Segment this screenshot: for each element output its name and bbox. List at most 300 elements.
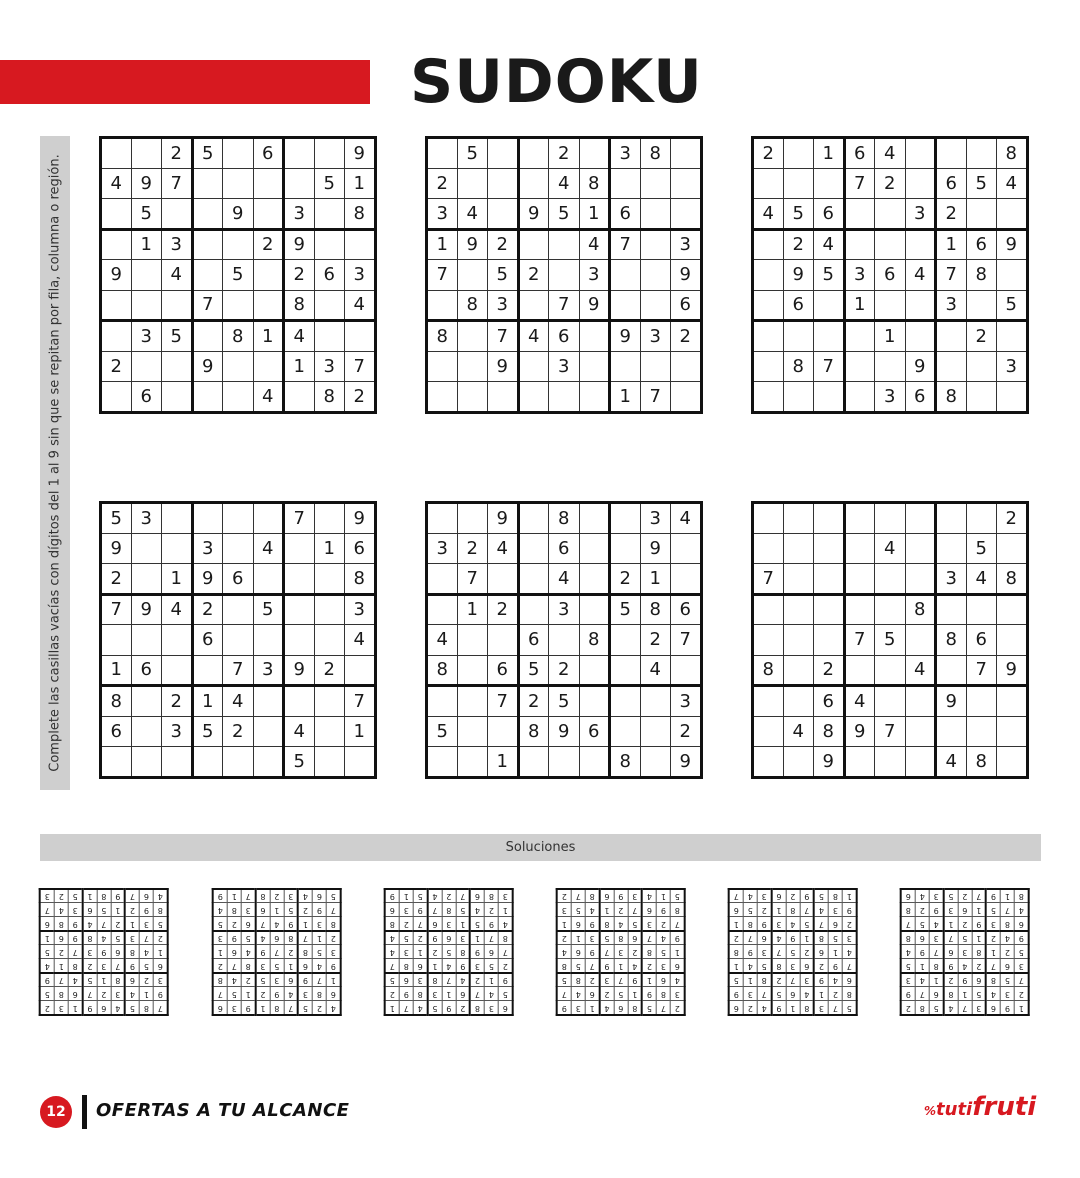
grid-cell[interactable] — [671, 655, 702, 686]
grid-cell[interactable] — [101, 229, 132, 260]
grid-cell[interactable] — [610, 168, 641, 199]
grid-cell[interactable] — [223, 594, 254, 625]
grid-cell[interactable] — [783, 533, 814, 564]
grid-cell[interactable] — [783, 594, 814, 625]
grid-row — [557, 889, 685, 903]
grid-cell[interactable] — [314, 321, 345, 352]
grid-cell[interactable] — [905, 533, 936, 564]
grid-cell: 3 — [1015, 959, 1029, 973]
grid-cell[interactable] — [314, 747, 345, 778]
grid-cell[interactable] — [753, 229, 784, 260]
grid-cell[interactable] — [844, 229, 875, 260]
grid-cell[interactable] — [844, 594, 875, 625]
grid-cell[interactable] — [131, 351, 162, 382]
grid-row — [40, 931, 168, 945]
grid-cell[interactable] — [518, 747, 549, 778]
grid-cell[interactable] — [427, 503, 458, 534]
grid-cell[interactable] — [640, 260, 671, 291]
grid-cell: 1 — [614, 959, 628, 973]
grid-cell[interactable] — [457, 260, 488, 291]
grid-cell[interactable] — [457, 351, 488, 382]
grid-cell: 3 — [40, 889, 54, 903]
grid-cell[interactable] — [936, 351, 967, 382]
grid-cell[interactable] — [427, 138, 458, 169]
grid-cell[interactable] — [518, 168, 549, 199]
grid-cell[interactable] — [253, 564, 284, 595]
grid-cell[interactable] — [101, 290, 132, 321]
grid-cell[interactable] — [997, 199, 1028, 230]
grid-cell[interactable] — [314, 716, 345, 747]
grid-cell[interactable] — [345, 229, 376, 260]
grid-cell[interactable] — [488, 382, 519, 413]
grid-cell[interactable] — [997, 260, 1028, 291]
grid-cell[interactable] — [905, 564, 936, 595]
grid-cell[interactable] — [457, 716, 488, 747]
grid-cell[interactable] — [162, 290, 193, 321]
grid-cell[interactable] — [671, 138, 702, 169]
grid-row — [557, 987, 685, 1001]
grid-cell[interactable] — [966, 594, 997, 625]
grid-cell[interactable] — [253, 199, 284, 230]
grid-cell[interactable] — [549, 625, 580, 656]
grid-cell[interactable] — [427, 594, 458, 625]
grid-cell[interactable] — [192, 503, 223, 534]
grid-cell[interactable] — [284, 625, 315, 656]
grid-cell[interactable] — [579, 321, 610, 352]
grid-cell[interactable] — [936, 503, 967, 534]
grid-cell[interactable] — [814, 594, 845, 625]
grid-cell[interactable] — [427, 564, 458, 595]
grid-cell[interactable] — [457, 321, 488, 352]
grid-cell[interactable] — [162, 747, 193, 778]
grid-cell[interactable] — [997, 686, 1028, 717]
grid-cell[interactable] — [905, 747, 936, 778]
grid-cell[interactable] — [488, 168, 519, 199]
grid-cell[interactable] — [253, 351, 284, 382]
grid-cell: 8 — [557, 959, 571, 973]
grid-cell[interactable] — [253, 716, 284, 747]
grid-cell[interactable] — [579, 138, 610, 169]
grid-cell[interactable] — [518, 503, 549, 534]
grid-cell[interactable] — [671, 382, 702, 413]
grid-cell[interactable] — [101, 199, 132, 230]
grid-cell: 9 — [131, 168, 162, 199]
grid-cell[interactable] — [814, 382, 845, 413]
grid-cell: 3 — [800, 973, 814, 987]
grid-cell[interactable] — [131, 686, 162, 717]
grid-cell: 7 — [800, 903, 814, 917]
grid-cell[interactable] — [101, 138, 132, 169]
grid-cell[interactable] — [345, 655, 376, 686]
grid-cell[interactable] — [640, 199, 671, 230]
grid-cell[interactable] — [783, 686, 814, 717]
grid-cell[interactable] — [162, 625, 193, 656]
grid-cell[interactable] — [640, 290, 671, 321]
grid-cell[interactable] — [753, 716, 784, 747]
grid-cell: 9 — [131, 594, 162, 625]
grid-cell[interactable] — [610, 351, 641, 382]
grid-cell[interactable] — [640, 747, 671, 778]
grid-cell[interactable] — [875, 229, 906, 260]
grid-row — [213, 1001, 341, 1015]
grid-cell[interactable] — [223, 382, 254, 413]
grid-cell[interactable] — [753, 260, 784, 291]
grid-cell: 2 — [585, 973, 599, 987]
grid-cell[interactable] — [905, 503, 936, 534]
grid-cell[interactable] — [253, 503, 284, 534]
grid-cell[interactable] — [671, 564, 702, 595]
grid-cell: 9 — [192, 351, 223, 382]
grid-cell[interactable] — [814, 321, 845, 352]
grid-cell[interactable] — [783, 564, 814, 595]
grid-cell[interactable] — [783, 138, 814, 169]
grid-cell[interactable] — [753, 625, 784, 656]
grid-cell[interactable] — [966, 716, 997, 747]
grid-cell: 1 — [270, 903, 284, 917]
grid-cell[interactable] — [783, 625, 814, 656]
grid-cell[interactable] — [162, 199, 193, 230]
grid-cell[interactable] — [457, 503, 488, 534]
grid-cell[interactable] — [518, 533, 549, 564]
grid-cell[interactable] — [488, 199, 519, 230]
grid-cell[interactable] — [101, 382, 132, 413]
grid-cell[interactable] — [936, 533, 967, 564]
grid-cell[interactable] — [162, 503, 193, 534]
grid-cell[interactable] — [875, 686, 906, 717]
grid-cell[interactable] — [427, 686, 458, 717]
grid-row — [729, 931, 857, 945]
grid-cell[interactable] — [579, 686, 610, 717]
grid-cell[interactable] — [610, 290, 641, 321]
grid-cell[interactable] — [579, 533, 610, 564]
grid-cell[interactable] — [427, 290, 458, 321]
grid-cell[interactable] — [579, 351, 610, 382]
grid-cell[interactable] — [284, 138, 315, 169]
grid-cell[interactable] — [284, 686, 315, 717]
grid-row — [729, 945, 857, 959]
grid-cell[interactable] — [284, 564, 315, 595]
grid-cell[interactable] — [610, 625, 641, 656]
grid-cell[interactable] — [314, 229, 345, 260]
grid-cell: 5 — [284, 747, 315, 778]
grid-cell: 2 — [640, 625, 671, 656]
grid-cell[interactable] — [101, 747, 132, 778]
grid-cell[interactable] — [253, 290, 284, 321]
grid-cell[interactable] — [549, 382, 580, 413]
grid-cell[interactable] — [753, 594, 784, 625]
grid-cell[interactable] — [162, 655, 193, 686]
grid-cell[interactable] — [610, 260, 641, 291]
grid-cell[interactable] — [966, 686, 997, 717]
grid-cell[interactable] — [966, 290, 997, 321]
grid-cell[interactable] — [753, 747, 784, 778]
grid-cell[interactable] — [814, 625, 845, 656]
grid-cell[interactable] — [253, 168, 284, 199]
grid-cell[interactable] — [427, 747, 458, 778]
grid-cell[interactable] — [314, 625, 345, 656]
grid-cell[interactable] — [518, 594, 549, 625]
grid-cell[interactable] — [997, 747, 1028, 778]
grid-row — [753, 290, 1028, 321]
grid-cell[interactable] — [314, 290, 345, 321]
grid-cell[interactable] — [966, 138, 997, 169]
grid-cell[interactable] — [905, 290, 936, 321]
grid-cell[interactable] — [549, 229, 580, 260]
grid-cell: 5 — [944, 889, 958, 903]
grid-cell[interactable] — [753, 321, 784, 352]
grid-cell[interactable] — [936, 321, 967, 352]
grid-cell[interactable] — [753, 382, 784, 413]
grid-cell[interactable] — [192, 199, 223, 230]
grid-cell[interactable] — [549, 747, 580, 778]
grid-cell[interactable] — [131, 290, 162, 321]
grid-cell[interactable] — [131, 716, 162, 747]
grid-cell[interactable] — [905, 168, 936, 199]
grid-cell[interactable] — [131, 564, 162, 595]
grid-cell[interactable] — [610, 716, 641, 747]
grid-cell[interactable] — [753, 168, 784, 199]
grid-cell[interactable] — [518, 290, 549, 321]
grid-cell[interactable] — [671, 199, 702, 230]
grid-cell[interactable] — [192, 168, 223, 199]
grid-cell[interactable] — [671, 351, 702, 382]
grid-cell: 6 — [786, 987, 800, 1001]
grid-cell[interactable] — [997, 533, 1028, 564]
grid-cell[interactable] — [579, 655, 610, 686]
grid-cell: 3 — [83, 945, 97, 959]
grid-cell: 5 — [571, 959, 585, 973]
grid-cell[interactable] — [905, 625, 936, 656]
grid-cell[interactable] — [345, 747, 376, 778]
grid-cell[interactable] — [966, 199, 997, 230]
grid-cell: 4 — [488, 533, 519, 564]
grid-cell[interactable] — [610, 503, 641, 534]
grid-cell[interactable] — [875, 594, 906, 625]
grid-cell[interactable] — [131, 260, 162, 291]
grid-cell[interactable] — [131, 747, 162, 778]
grid-cell: 3 — [270, 973, 284, 987]
grid-cell[interactable] — [997, 716, 1028, 747]
grid-cell[interactable] — [162, 382, 193, 413]
grid-cell[interactable] — [192, 229, 223, 260]
grid-cell[interactable] — [314, 594, 345, 625]
grid-cell[interactable] — [783, 321, 814, 352]
grid-cell[interactable] — [101, 625, 132, 656]
grid-cell: 4 — [753, 199, 784, 230]
grid-cell[interactable] — [844, 533, 875, 564]
grid-cell: 1 — [656, 889, 670, 903]
grid-cell[interactable] — [488, 625, 519, 656]
grid-cell[interactable] — [610, 655, 641, 686]
grid-cell[interactable] — [783, 503, 814, 534]
grid-cell[interactable] — [488, 138, 519, 169]
grid-cell[interactable] — [875, 747, 906, 778]
grid-cell[interactable] — [640, 351, 671, 382]
grid-row — [753, 686, 1028, 717]
grid-cell[interactable] — [345, 321, 376, 352]
grid-cell[interactable] — [223, 503, 254, 534]
grid-cell[interactable] — [162, 351, 193, 382]
grid-cell[interactable] — [966, 503, 997, 534]
grid-cell[interactable] — [579, 382, 610, 413]
grid-cell[interactable] — [488, 564, 519, 595]
grid-cell[interactable] — [905, 686, 936, 717]
grid-cell[interactable] — [314, 199, 345, 230]
grid-cell[interactable] — [162, 533, 193, 564]
grid-cell: 3 — [192, 533, 223, 564]
grid-cell[interactable] — [640, 716, 671, 747]
grid-cell[interactable] — [518, 138, 549, 169]
grid-cell[interactable] — [284, 594, 315, 625]
grid-cell[interactable] — [457, 747, 488, 778]
grid-cell[interactable] — [905, 229, 936, 260]
grid-cell[interactable] — [223, 533, 254, 564]
grid-cell[interactable] — [936, 138, 967, 169]
grid-cell[interactable] — [314, 138, 345, 169]
grid-cell[interactable] — [875, 290, 906, 321]
grid-cell[interactable] — [814, 564, 845, 595]
grid-cell[interactable] — [905, 321, 936, 352]
grid-cell[interactable] — [875, 351, 906, 382]
grid-cell[interactable] — [131, 138, 162, 169]
grid-cell[interactable] — [518, 382, 549, 413]
grid-cell[interactable] — [579, 747, 610, 778]
grid-cell[interactable] — [844, 321, 875, 352]
grid-cell[interactable] — [579, 564, 610, 595]
grid-cell[interactable] — [814, 168, 845, 199]
grid-cell[interactable] — [640, 168, 671, 199]
grid-row — [427, 321, 702, 352]
grid-cell[interactable] — [936, 655, 967, 686]
grid-cell[interactable] — [314, 564, 345, 595]
grid-cell[interactable] — [518, 229, 549, 260]
grid-cell[interactable] — [131, 533, 162, 564]
grid-cell[interactable] — [284, 168, 315, 199]
grid-cell[interactable] — [844, 564, 875, 595]
grid-cell[interactable] — [875, 503, 906, 534]
grid-cell[interactable] — [579, 503, 610, 534]
grid-cell[interactable] — [253, 625, 284, 656]
grid-cell[interactable] — [997, 382, 1028, 413]
grid-cell[interactable] — [610, 686, 641, 717]
grid-cell[interactable] — [640, 686, 671, 717]
grid-row — [729, 917, 857, 931]
grid-cell[interactable] — [844, 382, 875, 413]
grid-cell[interactable] — [192, 382, 223, 413]
grid-cell[interactable] — [253, 260, 284, 291]
grid-cell[interactable] — [314, 686, 345, 717]
grid-cell[interactable] — [844, 351, 875, 382]
grid-cell[interactable] — [192, 747, 223, 778]
grid-cell: 9 — [929, 903, 943, 917]
grid-cell[interactable] — [875, 199, 906, 230]
grid-cell: 6 — [327, 987, 341, 1001]
grid-cell[interactable] — [753, 503, 784, 534]
grid-cell: 2 — [83, 959, 97, 973]
grid-cell[interactable] — [457, 625, 488, 656]
grid-cell[interactable] — [284, 382, 315, 413]
grid-cell[interactable] — [671, 533, 702, 564]
grid-cell[interactable] — [284, 533, 315, 564]
grid-cell[interactable] — [314, 503, 345, 534]
grid-cell[interactable] — [253, 747, 284, 778]
grid-cell: 9 — [557, 1001, 571, 1015]
grid-cell[interactable] — [518, 564, 549, 595]
grid-cell[interactable] — [223, 290, 254, 321]
grid-cell: 2 — [101, 351, 132, 382]
grid-cell[interactable] — [936, 594, 967, 625]
grid-cell[interactable] — [997, 594, 1028, 625]
grid-cell[interactable] — [192, 260, 223, 291]
grid-cell[interactable] — [518, 351, 549, 382]
grid-cell: 3 — [312, 917, 326, 931]
grid-cell: 7 — [40, 903, 54, 917]
grid-cell[interactable] — [223, 747, 254, 778]
grid-cell[interactable] — [192, 655, 223, 686]
grid-cell[interactable] — [488, 716, 519, 747]
grid-cell[interactable] — [640, 229, 671, 260]
grid-cell[interactable] — [101, 321, 132, 352]
grid-cell[interactable] — [223, 168, 254, 199]
grid-cell[interactable] — [997, 625, 1028, 656]
grid-cell[interactable] — [875, 655, 906, 686]
grid-cell[interactable] — [223, 351, 254, 382]
grid-cell[interactable] — [844, 747, 875, 778]
grid-cell[interactable] — [223, 229, 254, 260]
grid-cell[interactable] — [223, 138, 254, 169]
grid-cell[interactable] — [997, 321, 1028, 352]
grid-cell[interactable] — [457, 382, 488, 413]
grid-cell[interactable] — [192, 321, 223, 352]
grid-cell[interactable] — [457, 686, 488, 717]
grid-cell[interactable] — [905, 716, 936, 747]
grid-cell[interactable] — [814, 533, 845, 564]
grid-cell[interactable] — [671, 168, 702, 199]
grid-cell[interactable] — [966, 351, 997, 382]
grid-cell[interactable] — [783, 168, 814, 199]
grid-cell[interactable] — [549, 260, 580, 291]
grid-cell[interactable] — [753, 533, 784, 564]
grid-cell[interactable] — [814, 290, 845, 321]
grid-cell: 9 — [40, 973, 54, 987]
grid-cell[interactable] — [936, 716, 967, 747]
grid-cell[interactable] — [579, 594, 610, 625]
grid-cell[interactable] — [844, 503, 875, 534]
grid-cell[interactable] — [131, 625, 162, 656]
grid-cell[interactable] — [457, 168, 488, 199]
grid-cell[interactable] — [753, 686, 784, 717]
grid-cell[interactable] — [427, 382, 458, 413]
grid-cell[interactable] — [844, 199, 875, 230]
grid-cell[interactable] — [966, 382, 997, 413]
grid-cell[interactable] — [783, 655, 814, 686]
grid-cell[interactable] — [875, 564, 906, 595]
grid-cell[interactable] — [814, 503, 845, 534]
grid-cell[interactable] — [253, 686, 284, 717]
grid-cell[interactable] — [223, 625, 254, 656]
grid-cell[interactable] — [844, 655, 875, 686]
grid-cell[interactable] — [753, 290, 784, 321]
grid-cell: 8 — [800, 1001, 814, 1015]
grid-cell[interactable] — [753, 351, 784, 382]
grid-cell[interactable] — [783, 747, 814, 778]
grid-cell[interactable] — [427, 351, 458, 382]
grid-cell[interactable] — [783, 382, 814, 413]
grid-cell: 3 — [327, 945, 341, 959]
grid-cell[interactable] — [610, 533, 641, 564]
grid-cell[interactable] — [457, 655, 488, 686]
grid-cell[interactable] — [905, 138, 936, 169]
